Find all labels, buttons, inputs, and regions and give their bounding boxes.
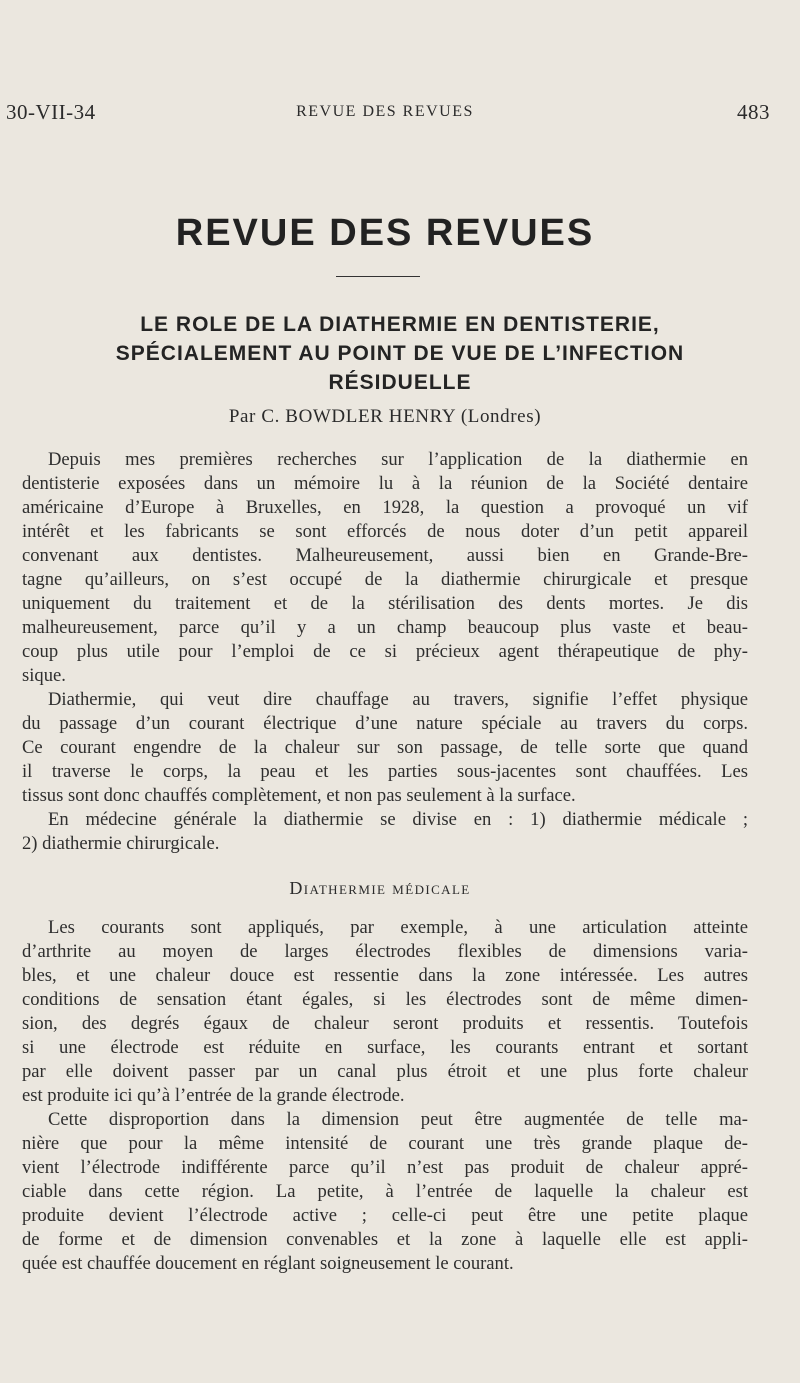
body-text-medical [22, 916, 748, 1276]
text-line: américaine d’Europe à Bruxelles, en 1928, la question a provoqué un vif [22, 497, 748, 518]
text-line: vient l’électrode indifférente parce qu’il n’est pas produit de chaleur appré- [22, 1157, 748, 1178]
text-line: tissus sont donc chauffés complètement, et non pas seulement à la surface. [22, 785, 576, 806]
article-title-line: SPÉCIALEMENT AU POINT DE VUE DE L’INFECTION [115, 342, 685, 365]
text-line: malheureusement, parce qu’il y a un champ beaucoup plus vaste et beau- [22, 617, 748, 638]
title-divider [336, 276, 420, 277]
text-line: sique. [22, 665, 66, 686]
text-line: Diathermie, qui veut dire chauffage au travers, signifie l’effet physique [48, 689, 748, 710]
text-line: il traverse le corps, la peau et les parties sous-jacentes sont chauffées. Les [22, 761, 748, 782]
body-text-intro [22, 448, 748, 856]
article-title-line: LE ROLE DE LA DIATHERMIE EN DENTISTERIE, [140, 313, 660, 336]
text-line: du passage d’un courant électrique d’une nature spéciale au travers du corps. [22, 713, 748, 734]
page-number: 483 [737, 100, 770, 124]
text-line: nière que pour la même intensité de courant une très grande plaque de- [22, 1133, 748, 1154]
paragraph [22, 808, 748, 856]
text-line: quée est chauffée doucement en réglant soigneusement le courant. [22, 1253, 514, 1274]
paragraph [22, 1108, 748, 1276]
text-line: produite devient l’électrode active ; celle-ci peut être une petite plaque [22, 1205, 748, 1226]
text-line: intérêt et les fabricants se sont efforcés de nous doter d’un petit appareil [22, 521, 748, 542]
text-line: si une électrode est réduite en surface, les courants entrant et sortant [22, 1037, 748, 1058]
text-line: ciable dans cette région. La petite, à l’entrée de laquelle la chaleur est [22, 1181, 748, 1202]
article-byline: Par C. BOWDLER HENRY (Londres) [228, 406, 542, 427]
text-line: uniquement du traitement et de la stérilisation des dents mortes. Je dis [22, 593, 748, 614]
running-title: REVUE DES REVUES [296, 103, 474, 120]
text-line: sion, des degrés égaux de chaleur seront produits et ressentis. Toutefois [22, 1013, 748, 1034]
paragraph [22, 916, 748, 1108]
paragraph [22, 688, 748, 808]
running-header [0, 100, 800, 130]
text-line: par elle doivent passer par un canal plus étroit et une plus forte chaleur [22, 1061, 748, 1082]
text-line: Les courants sont appliqués, par exemple, à une articulation atteinte [48, 917, 748, 938]
text-line: convenant aux dentistes. Malheureusement, aussi bien en Grande-Bre- [22, 545, 748, 566]
text-line: coup plus utile pour l’emploi de ce si précieux agent thérapeutique de phy- [22, 641, 748, 662]
text-line: d’arthrite au moyen de larges électrodes flexibles de dimensions varia- [22, 941, 748, 962]
text-line: Depuis mes premières recherches sur l’application de la diathermie en [48, 449, 748, 470]
subheading: Diathermie médicale [289, 878, 471, 898]
section-title: REVUE DES REVUES [175, 212, 595, 254]
text-line: de forme et de dimension convenables et la zone à laquelle elle est appli- [22, 1229, 748, 1250]
text-line: tagne qu’ailleurs, on s’est occupé de la diathermie chirurgicale et presque [22, 569, 748, 590]
text-line: dentisterie exposées dans un mémoire lu à la réunion de la Société dentaire [22, 473, 748, 494]
text-line: Cette disproportion dans la dimension peut être augmentée de telle ma- [48, 1109, 748, 1130]
text-line: Ce courant engendre de la chaleur sur son passage, de telle sorte que quand [22, 737, 748, 758]
issue-date: 30-VII-34 [6, 100, 96, 124]
text-line: 2) diathermie chirurgicale. [22, 833, 220, 854]
text-line: conditions de sensation étant égales, si les électrodes sont de même dimen- [22, 989, 748, 1010]
paragraph [22, 448, 748, 688]
text-line: bles, et une chaleur douce est ressentie dans la zone intéressée. Les autres [22, 965, 748, 986]
article-title-line: RÉSIDUELLE [328, 371, 472, 394]
article-title [30, 310, 770, 397]
text-line: En médecine générale la diathermie se divise en : 1) diathermie médicale ; [48, 809, 748, 830]
text-line: est produite ici qu’à l’entrée de la grande électrode. [22, 1085, 405, 1106]
